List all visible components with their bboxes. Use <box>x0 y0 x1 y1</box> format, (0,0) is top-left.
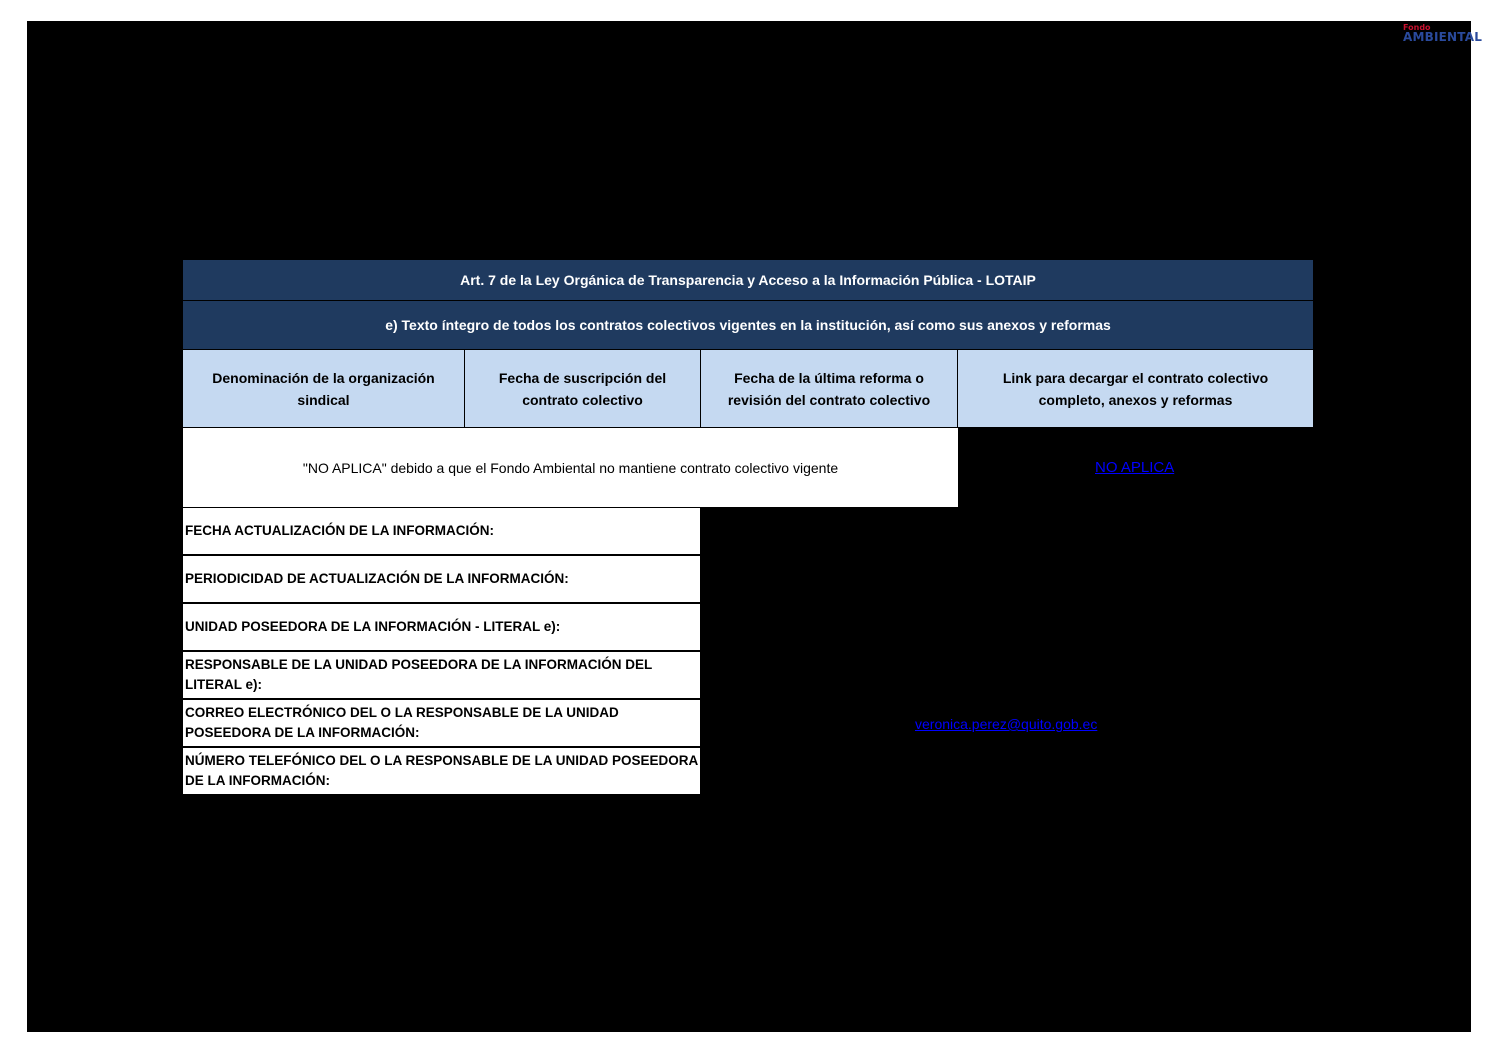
info-row-unidad <box>183 604 700 651</box>
info-label: RESPONSABLE DE LA UNIDAD POSEEDORA DE LA INFORMACIÓN DEL LITERAL e): <box>185 657 653 692</box>
email-link[interactable]: veronica.perez@quito.gob.ec <box>915 716 1098 732</box>
column-header-fecha-reforma <box>701 350 958 428</box>
fondo-ambiental-logo <box>1403 23 1483 44</box>
info-row-responsable <box>183 652 700 699</box>
info-label: UNIDAD POSEEDORA DE LA INFORMACIÓN - LITERAL e): <box>185 619 561 634</box>
logo-big-text: AMBIENTAL <box>1403 30 1483 44</box>
column-header-label: Denominación de la organización sindical <box>212 369 435 408</box>
info-row-periodicidad <box>183 556 700 603</box>
column-header-label: Fecha de suscripción del contrato colectivo <box>498 369 667 408</box>
document-title: Art. 7 de la Ley Orgánica de Transparencia y Acceso a la Información Pública - LOTAIP <box>183 260 1313 301</box>
table-row-no-aplica <box>183 428 958 507</box>
column-header-fecha-suscripcion <box>465 350 701 428</box>
column-header-label: Fecha de la última reforma o revisión del contrato colectivo <box>727 369 931 408</box>
logo-small-text: Fondo <box>1403 23 1431 32</box>
column-header-link <box>958 350 1313 428</box>
document-subtitle: e) Texto íntegro de todos los contratos colectivos vigentes en la institución, así como sus anexos y reformas <box>183 301 1313 350</box>
no-aplica-text: "NO APLICA" debido a que el Fondo Ambiental no mantiene contrato colectivo vigente <box>302 459 839 476</box>
column-header-label: Link para decargar el contrato colectivo completo, anexos y reformas <box>1002 369 1269 408</box>
no-aplica-link[interactable]: NO APLICA <box>1095 459 1175 476</box>
info-row-telefono <box>183 748 700 795</box>
info-label: NÚMERO TELEFÓNICO DEL O LA RESPONSABLE DE LA UNIDAD POSEEDORA DE LA INFORMACIÓN: <box>185 753 698 788</box>
info-row-correo <box>183 700 700 747</box>
info-row-fecha <box>183 508 700 555</box>
info-label: PERIODICIDAD DE ACTUALIZACIÓN DE LA INFORMACIÓN: <box>185 571 569 586</box>
info-label: FECHA ACTUALIZACIÓN DE LA INFORMACIÓN: <box>185 523 494 538</box>
info-label: CORREO ELECTRÓNICO DEL O LA RESPONSABLE DE LA UNIDAD POSEEDORA DE LA INFORMACIÓN: <box>185 705 619 740</box>
column-header-organizacion <box>183 350 465 428</box>
